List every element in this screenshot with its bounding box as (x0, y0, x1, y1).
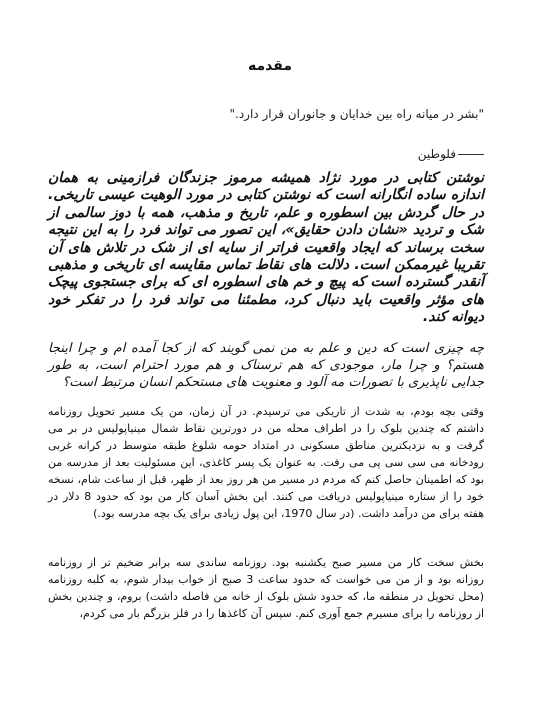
attribution-author: فلوطین (417, 147, 456, 161)
page-title: مقدمه (248, 58, 292, 74)
italic-paragraph: چه چیزی است که دین و علم به من نمی گویند که از کجا آمده ام و چرا اینجا هستم؟ و چرا مار، موجودی که هم ترسناک و هم مورد احترام است، به طور جدایی ناپذیری با تصورات مه آلود و معنویت های مستحکم انسان مرتبط است؟ (48, 341, 484, 390)
attribution-dash (458, 154, 484, 155)
epigraph-attribution (44, 147, 484, 161)
epigraph-quote: "بشر در میانه راه بین خدایان و جانوران قرار دارد." (229, 107, 484, 121)
body-paragraph-2: بخش سخت کار من مسیر صبح یکشنبه بود. روزنامه ساندی سه برابر ضخیم تر از روزنامه روزانه بود و از من می خواست که حدود ساعت 3 صبح از خواب بیدار شوم، به کلبه روزنامه (محل تحویل در منطقه ما، که حدود شش بلوک از خانه من فاصله داشت) بروم، و چندین بخش از روزنامه را برای مسیرم جمع آوری کنم. سپس آن کاغذها را در فلز بزرگم بار می کردم، (48, 556, 484, 620)
lead-paragraph: نوشتن کتابی در مورد نژاد همیشه مرموز جزندگان فرازمینی به همان اندازه ساده انگارانه است که نوشتن کتابی در مورد الوهیت عیسی تاریخی. در حال گردش بین اسطوره و علم، تاریخ و مذهب، همه با دوز سالمی از شک و تردید «نشان دادن حقایق»، این تصور می تواند فرد را به این نتیجه سخت برساند که ایجاد واقعیت فراتر از سایه ای از شک در تلاش های آن تقریبا غیرممکن است. دلالت های نقاط تماس مقایسه ای تاریخی و مذهبی آنقدر گسترده است که پیچ و خم های اسطوره ای که برای جستجوی پیچک های مؤثر واقعیت باید دنبال کرد، مطمئنا می تواند فرد را در تفکر خود دیوانه کند. (48, 170, 484, 326)
body-paragraph-1: وقتی بچه بودم، به شدت از تاریکی می ترسیدم. در آن زمان، من یک مسیر تحویل روزنامه داشتم که چندین بلوک را در اطراف محله من در دورترین نقاط شمال مینیاپولیس در بر می گرفت و به نزدیکترین مناطق مسکونی در امتداد حومه شلوغ طبقه متوسط در کرانه غربی رودخانه می سی سی پی می رفت. به عنوان یک پسر کاغذی، این مسئولیت بعد از مدرسه من بود که اطمینان حاصل کنم که مردم در مسیر من هر روز بعد از ظهر، قبل از ساعت شام، نسخه خود را از ستاره مینیاپولیس دریافت می کنند. این بخش آسان کار من بود که حدود 8 دلار در هفته برای من درآمد داشت. (در سال 1970، این پول زیادی برای یک بچه مدرسه بود.) (48, 405, 484, 520)
